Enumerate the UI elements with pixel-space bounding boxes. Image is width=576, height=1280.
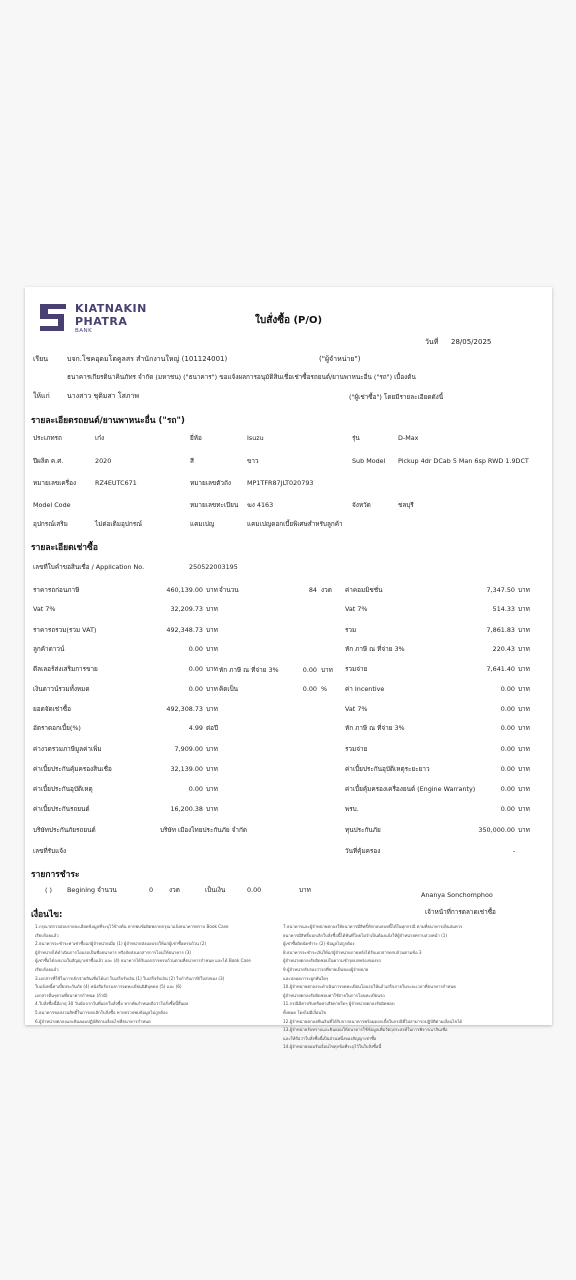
finance-right-value: 0.00 <box>500 765 515 773</box>
condition-line: และปลอดภาระผูกพันใดๆ <box>283 975 329 981</box>
vehicle-field-value: แคมเปญดอกเบี้ยพิเศษสำหรับลูกค้า <box>247 520 343 528</box>
condition-line: ผู้เช่าซื้อได้ลงนามในสัญญาเช่าซื้อแล้ว และ (4) ธนาคารได้รับเอกสารครบถ้วนตามที่ธนาคารกำหนด และได้ Book Case <box>35 958 251 964</box>
finance-right-value: 7,641.40 <box>486 665 515 673</box>
customer-label: ให้แก่ <box>33 392 50 400</box>
finance-value: 4.99 <box>188 724 203 732</box>
vehicle-field-value: RZ4EUTC671 <box>95 479 137 487</box>
finance-value: บริษัท เมืองไทยประกันภัย จำกัด <box>160 826 247 834</box>
finance-label: ค่าเบี้ยประกันคุ้มครองสินเชื่อ <box>33 765 112 773</box>
vehicle-field-label: จังหวัด <box>352 501 371 509</box>
finance-value: 0.00 <box>188 645 203 653</box>
dealer-name: บจก.โชคอุดมโตคูลสร สำนักงานใหญ่ (101124001) <box>67 355 228 363</box>
finance-right-value: 7,861.83 <box>486 626 515 634</box>
finance-right-unit: บาท <box>518 605 530 613</box>
finance-label: อัตราดอกเบี้ย(%) <box>33 724 81 732</box>
finance-right-unit: บาท <box>518 626 530 634</box>
finance-right-label: ค่าเบี้ยคุ้มครองเครื่องยนต์ (Engine Warranty) <box>345 785 476 793</box>
dealer-role: ("ผู้จำหน่าย") <box>319 355 361 363</box>
finance-right-unit: บาท <box>518 705 530 713</box>
condition-line: เอกสารอื่นๆตามที่ธนาคารกำหนด (ถ้ามี) <box>35 992 108 998</box>
condition-line: ทั้งหมด โดยไม่มีเงื่อนไข <box>283 1009 327 1015</box>
vehicle-field-value: Pickup 4dr DCab 5 Man 6sp RWD 1.9DCT <box>398 457 529 465</box>
vehicle-field-label: ปีผลิต ค.ศ. <box>33 457 64 465</box>
vehicle-field-value: เก๋ง <box>95 434 105 442</box>
payment-amount-value: 0.00 <box>247 886 262 894</box>
finance-right-value: 350,000.00 <box>478 826 515 834</box>
finance-label: ค่าเบี้ยประกันอุบัติเหตุ <box>33 785 93 793</box>
finance-value: 492,308.73 <box>166 705 203 713</box>
application-number: 250522003195 <box>189 563 238 571</box>
condition-line: ผู้จำหน่ายตกลงรับผิดชอบในความชำรุดบกพร่องของรถ <box>283 958 381 964</box>
condition-line: และให้ถือว่าใบสั่งซื้อนี้เป็นส่วนหนึ่งของสัญญาเช่าซื้อ <box>283 1035 377 1041</box>
term-unit: งวด <box>321 586 332 594</box>
vehicle-field-value: MP1TFR87JLT020793 <box>247 479 314 487</box>
finance-right-value: 0.00 <box>500 685 515 693</box>
vehicle-field-label: หมายเลขตัวถัง <box>190 479 231 487</box>
finance-right-unit: บาท <box>518 805 530 813</box>
finance-right-value: 0.00 <box>500 724 515 732</box>
finance-value: 0.00 <box>188 665 203 673</box>
vehicle-field-label: หมายเลขเครื่อง <box>33 479 77 487</box>
vehicle-field-label: ประเภทรถ <box>33 434 62 442</box>
finance-value: 16,200.38 <box>170 805 203 813</box>
beginning-count: 0 <box>149 886 154 894</box>
finance-unit: บาท <box>206 745 218 753</box>
condition-line: ผู้จำหน่ายได้ดำเนินการโอนรถเป็นชื่อธนาคาร หรือจัดส่งเอกสารการโอนให้ธนาคาร (3) <box>35 949 192 955</box>
vehicle-field-label: ยี่ห้อ <box>190 434 202 442</box>
condition-line: 4.ใบสั่งซื้อนี้มีอายุ 30 วันนับจากวันที่ออกใบสั่งซื้อ หากพ้นกำหนดถือว่าใบสั่งซื้อนี้สิ้นผล <box>35 1001 189 1007</box>
finance-right-label: รวมจ่าย <box>345 665 368 673</box>
finance-value: 460,139.00 <box>166 586 203 594</box>
to-label: เรียน <box>33 355 49 363</box>
finance-right-unit: บาท <box>518 645 530 653</box>
finance-unit: บาท <box>206 785 218 793</box>
finance-right-label: ค่าคอมมิชชั่น <box>345 586 383 594</box>
condition-line: 1.กรุณาตรวจสอบรายละเอียดข้อมูลที่ระบุไว้ข้างต้น หากพบข้อผิดพลาดกรุณาแจ้งธนาคารทราบ Book Case <box>35 924 229 929</box>
finance-right-label: ค่าเบี้ยประกันอุบัติเหตุระยะยาว <box>345 765 430 773</box>
finance-unit: บาท <box>206 586 218 594</box>
condition-line: 7.ธนาคารและผู้จำหน่ายตกลงให้ธนาคารมีสิทธิ์หักกลบลบหนี้ได้ในทุกกรณี ตามที่ธนาคารเห็นสมควร <box>283 924 463 929</box>
condition-line: 9.ผู้จำหน่ายรับรองว่ารถที่ขายเป็นของผู้จำหน่าย <box>283 966 369 972</box>
vehicle-field-label: หมายเลขทะเบียน <box>190 501 239 509</box>
finance-right-value: 220.43 <box>492 645 515 653</box>
vehicle-field-value: 2020 <box>95 457 112 465</box>
date-label: วันที่ <box>425 338 439 346</box>
finance-label: Vat 7% <box>33 605 56 613</box>
finance-unit: บาท <box>206 705 218 713</box>
finance-right-unit: บาท <box>518 586 530 594</box>
condition-line: 10.ผู้จำหน่ายตกลงจะดำเนินการจดทะเบียนโอนรถให้แล้วเสร็จภายในระยะเวลาที่ธนาคารกำหนด <box>283 984 456 990</box>
approval-statement: ธนาคารเกียรตินาคินภัทร จำกัด (มหาชน) ("ธนาคาร") ขอแจ้งผลการอนุมัติสินเชื่อเช่าซื้อรถยนต์/ยานพาหนะอื่น ("รถ") เบื้องต้น <box>67 373 416 381</box>
conditions-right-column <box>283 923 545 1052</box>
middle-rate-label: คิดเป็น <box>219 685 239 693</box>
condition-line: ผู้จำหน่ายตกลงรับผิดชอบค่าใช้จ่ายในการโอนทะเบียนรถ <box>283 992 385 998</box>
finance-right-unit: บาท <box>518 665 530 673</box>
middle-rate-value: 0.00 <box>302 685 317 693</box>
finance-right-value: 514.33 <box>492 605 515 613</box>
finance-right-value: 0.00 <box>500 785 515 793</box>
customer-role: ("ผู้เช่าซื้อ") โดยมีรายละเอียดดังนี้ <box>349 393 444 401</box>
signer-name: Ananya Sonchomphoo <box>421 891 493 899</box>
finance-label: เลขที่รับแจ้ง <box>33 847 67 855</box>
vehicle-field-label: Sub Model <box>352 457 386 465</box>
payment-section-title: รายการชำระ <box>31 870 80 880</box>
finance-right-value: 0.00 <box>500 745 515 753</box>
term-label: จำนวน <box>219 586 239 594</box>
condition-line: 12.ผู้จำหน่ายตกลงคืนเงินที่ได้รับจากธนาคารพร้อมดอกเบี้ยในกรณีที่ไม่สามารถปฏิบัติตามเงื่อนไขได้ <box>283 1018 463 1024</box>
finance-right-unit: บาท <box>518 785 530 793</box>
condition-line: 3.เอกสารที่ใช้ในการเบิกจ่ายสินเชื่อได้แก่ ใบเสร็จรับเงิน (1) ใบเสร็จรับเงิน (2) ใบกำกับภาษี/ใบส่งของ (3) <box>35 975 225 981</box>
finance-right-label: วันที่คุ้มครอง <box>345 847 381 855</box>
finance-value: 7,909.00 <box>174 745 203 753</box>
customer-name: นางสาว ชุติมสา โสภาพ <box>67 392 140 400</box>
finance-label: ลูกค้าดาวน์ <box>33 645 65 653</box>
beginning-label: Begining จำนวน <box>67 886 117 894</box>
logo-text-line3: BANK <box>75 328 93 334</box>
finance-right-unit: บาท <box>518 745 530 753</box>
finance-label: ค่างวดรวมภาษีมูลค่าเพิ่ม <box>33 745 102 753</box>
finance-value: 32,209.73 <box>170 605 203 613</box>
vehicle-field-label: แคมเปญ <box>190 520 215 528</box>
condition-line: 8.ธนาคารจะชำระเงินให้แก่ผู้จำหน่ายภายหลังได้รับเอกสารครบถ้วนตามข้อ 3 <box>283 949 422 955</box>
conditions-left-column <box>35 923 281 1026</box>
middle-rate-unit: % <box>321 685 328 693</box>
term-value: 84 <box>308 586 317 594</box>
finance-value: 0.00 <box>188 785 203 793</box>
finance-right-unit: บาท <box>518 724 530 732</box>
condition-line: ธนาคารมีสิทธิ์บอกเลิกใบสั่งซื้อนี้ได้ทันทีโดยไม่จำเป็นต้องแจ้งให้ผู้จำหน่ายทราบล่วงหน้า (1) <box>283 932 448 938</box>
finance-unit: บาท <box>206 665 218 673</box>
vehicle-field-value: ชลบุรี <box>398 501 414 509</box>
payment-checkbox[interactable]: ( ) <box>45 886 53 894</box>
vehicle-field-label: อุปกรณ์เสริม <box>33 520 68 528</box>
condition-line: 14.ผู้จำหน่ายยอมรับเงื่อนไขทุกข้อที่ระบุไว้ในใบสั่งซื้อนี้ <box>283 1044 382 1050</box>
condition-line: เรียบร้อยแล้ว <box>35 932 59 938</box>
finance-unit: บาท <box>206 765 218 773</box>
finance-right-value: 0.00 <box>500 805 515 813</box>
finance-label: ค่าเบี้ยประกันรถยนต์ <box>33 805 90 813</box>
document-title: ใบสั่งซื้อ (P/O) <box>255 315 323 326</box>
bank-logo-icon <box>36 301 70 335</box>
finance-unit: บาท <box>206 645 218 653</box>
finance-value: 32,139.00 <box>170 765 203 773</box>
finance-label: ดีลเลอร์ส่งเสริมการขาย <box>33 665 98 673</box>
condition-line: 13.ผู้จำหน่ายรับทราบและยินยอมให้ธนาคารใช้ข้อมูลเพื่อวัตถุประสงค์ในการพิจารณาสินเชื่อ <box>283 1027 448 1033</box>
condition-line: 11.กรณีมีค่าปรับหรือค่าเสียหายใดๆ ผู้จำหน่ายตกลงรับผิดชอบ <box>283 1001 395 1007</box>
middle-wht-value: 0.00 <box>302 666 317 674</box>
signer-title: เจ้าหน้าที่การตลาดเช่าซื้อ <box>425 908 496 916</box>
finance-unit: บาท <box>206 805 218 813</box>
logo-text-line2: PHATRA <box>75 315 128 328</box>
vehicle-field-label: Model Code <box>33 501 71 509</box>
date-value: 28/05/2025 <box>451 338 492 346</box>
conditions-title: เงื่อนไข: <box>31 910 63 920</box>
finance-right-label: ทุนประกันภัย <box>345 826 381 834</box>
condition-line: 6.ผู้จำหน่ายตกลงและยินยอมปฏิบัติตามเงื่อนไขที่ธนาคารกำหนด <box>35 1018 151 1024</box>
condition-line: ใบแจ้งหนี้ค่าเบี้ยประกันภัย (4) หนังสือรับรองการจดทะเบียนนิติบุคคล (5) และ (6) <box>35 984 182 990</box>
purchase-order-document <box>25 287 552 1050</box>
condition-line: 5.ธนาคารขอสงวนสิทธิ์ในการยกเลิกใบสั่งซื้อ หากตรวจพบข้อมูลไม่ถูกต้อง <box>35 1009 168 1015</box>
finance-right-label: รวมจ่าย <box>345 745 368 753</box>
finance-label: ยอดจัดเช่าซื้อ <box>33 705 71 713</box>
vehicle-field-value: Isuzu <box>247 434 264 442</box>
finance-right-label: หัก ภาษี ณ ที่จ่าย 3% <box>345 645 405 653</box>
finance-right-value: 0.00 <box>500 705 515 713</box>
finance-unit: บาท <box>206 626 218 634</box>
vehicle-field-value: ฆง 4163 <box>247 501 274 509</box>
finance-unit: บาท <box>206 685 218 693</box>
finance-right-label: หัก ภาษี ณ ที่จ่าย 3% <box>345 724 405 732</box>
finance-value: 492,348.73 <box>166 626 203 634</box>
vehicle-field-value: ไม่ต่อเติมอุปกรณ์ <box>95 520 143 528</box>
finance-right-label: Vat 7% <box>345 605 368 613</box>
finance-right-value: 7,347.50 <box>486 586 515 594</box>
finance-right-label: พรบ. <box>345 805 359 813</box>
application-label: เลขที่ใบคำขอสินเชื่อ / Application No. <box>33 563 145 571</box>
finance-right-unit: บาท <box>518 765 530 773</box>
vehicle-section-title: รายละเอียดรถยนต์/ยานพาหนะอื่น ("รถ") <box>31 416 185 426</box>
vehicle-field-label: สี <box>190 457 194 465</box>
condition-line: เรียบร้อยแล้ว <box>35 966 59 972</box>
beginning-unit: งวด <box>169 886 180 894</box>
vehicle-field-value: ขาว <box>247 457 259 465</box>
finance-right-label: ค่า Incentive <box>345 685 385 693</box>
finance-right-unit: บาท <box>518 826 530 834</box>
vehicle-field-label: รุ่น <box>352 434 360 442</box>
middle-wht-label: หัก ภาษี ณ ที่จ่าย 3% <box>219 666 279 674</box>
condition-line: 2.ธนาคารจะชำระค่าเช่าซื้อแก่ผู้จำหน่ายเมื่อ (1) ผู้จำหน่ายส่งมอบรถให้แก่ผู้เช่าซื้อครบถ้วน (2) <box>35 941 207 947</box>
finance-right-label: Vat 7% <box>345 705 368 713</box>
finance-label: ราคารถรวม(รวม VAT) <box>33 626 97 634</box>
logo-text-line1: KIATNAKIN <box>75 302 147 315</box>
finance-label: บริษัทประกันภัยรถยนต์ <box>33 826 96 834</box>
finance-section-title: รายละเอียดเช่าซื้อ <box>31 543 98 553</box>
finance-right-unit: บาท <box>518 685 530 693</box>
vehicle-field-value: D-Max <box>398 434 419 442</box>
finance-label: เงินดาวน์รวมทั้งหมด <box>33 685 90 693</box>
finance-unit: ต่อปี <box>206 724 219 732</box>
finance-value: 0.00 <box>188 685 203 693</box>
middle-wht-unit: บาท <box>321 666 333 674</box>
payment-amount-label: เป็นเงิน <box>205 886 226 894</box>
finance-label: ราคารถก่อนภาษี <box>33 586 80 594</box>
finance-right-value: - <box>512 847 515 855</box>
payment-amount-unit: บาท <box>299 886 311 894</box>
condition-line: ผู้เช่าซื้อผิดนัดชำระ (2) ข้อมูลไม่ถูกต้อง <box>283 941 355 947</box>
finance-unit: บาท <box>206 605 218 613</box>
finance-right-label: รวม <box>345 626 357 634</box>
